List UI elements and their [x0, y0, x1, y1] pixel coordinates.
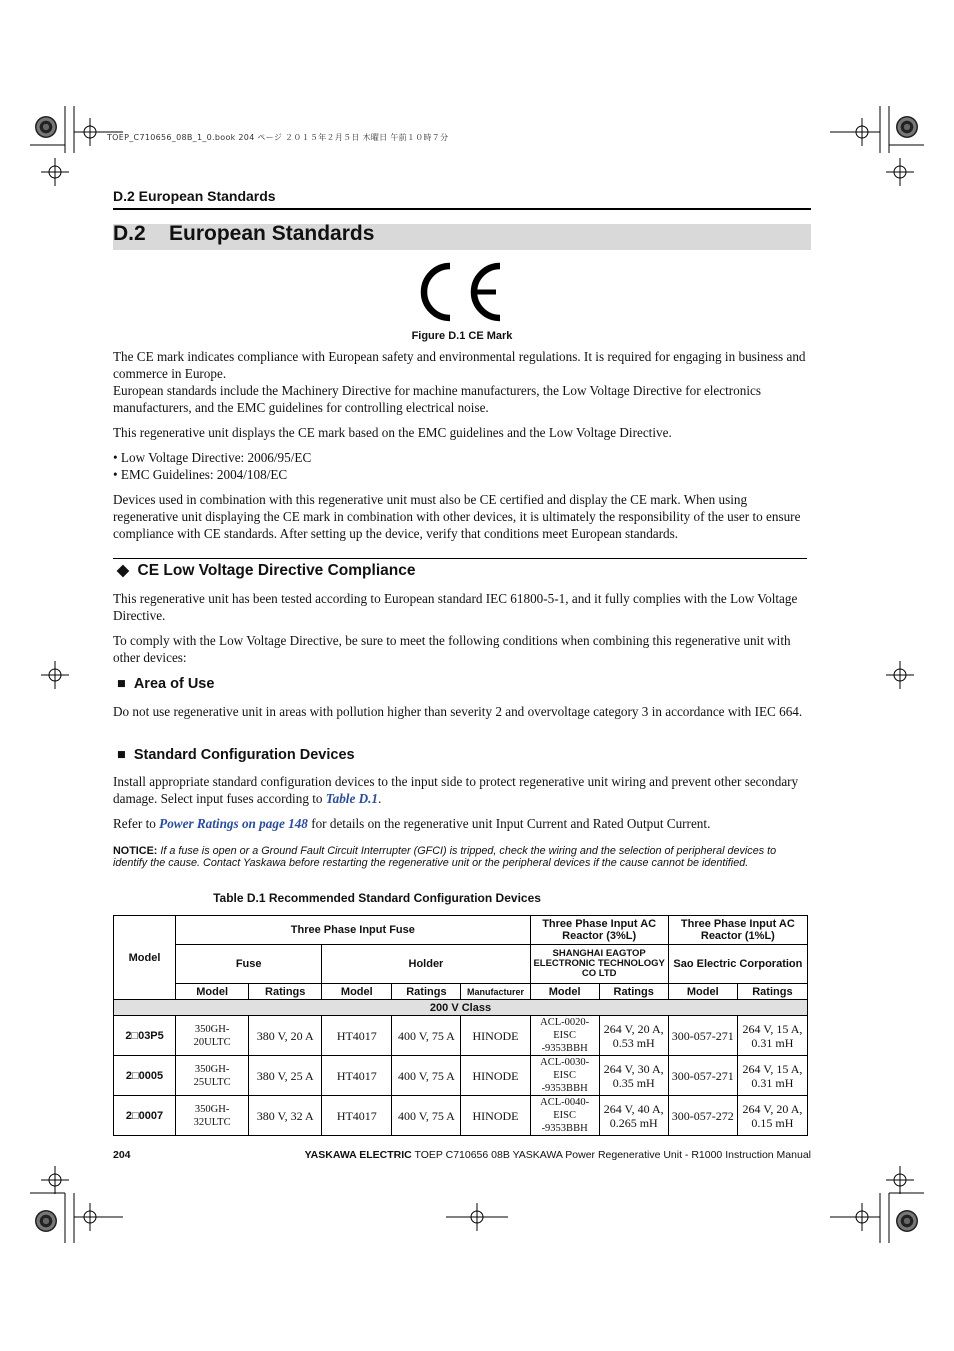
reactor3-rating: [599, 1056, 668, 1096]
square-bullet-icon: ■: [117, 676, 126, 692]
lvd-paragraph-2: To comply with the Low Voltage Directive, be sure to meet the following conditions when combining this regenerative unit with other devices:: [113, 633, 791, 665]
fuse-rating: 380 V, 25 A: [249, 1056, 322, 1096]
bullet-item: • Low Voltage Directive: 2006/95/EC: [113, 450, 312, 465]
holder-model: HT4017: [322, 1016, 392, 1056]
subheader: Model: [322, 984, 392, 1000]
holder-model: HT4017: [322, 1056, 392, 1096]
reactor3-rating: [599, 1016, 668, 1056]
subheader: Ratings: [737, 984, 807, 1000]
header-holder: Holder: [322, 945, 530, 984]
table-row: [114, 1016, 808, 1056]
reactor1-rating-line: 264 V, 20 A,: [742, 1101, 803, 1116]
header-sao-electric: Sao Electric Corporation: [668, 945, 807, 984]
holder-manufacturer: HINODE: [461, 1056, 530, 1096]
area-of-use-heading: ■ Area of Use: [117, 676, 215, 692]
reactor1-model: 300-057-271: [668, 1056, 737, 1096]
subheader: Model: [530, 984, 599, 1000]
subheader: Manufacturer: [461, 984, 530, 1000]
reactor3-model-line: ACL-0020-EISC: [540, 1017, 590, 1041]
diamond-icon: ◆: [117, 562, 129, 579]
notice-label: NOTICE:: [113, 845, 158, 857]
subheader: Model: [176, 984, 249, 1000]
table-row: [114, 1056, 808, 1096]
table-caption: Table D.1 Recommended Standard Configuration Devices: [213, 891, 541, 905]
reactor1-rating: [737, 1096, 807, 1136]
holder-rating: 400 V, 75 A: [392, 1016, 461, 1056]
reactor3-rating: [599, 1096, 668, 1136]
notice-block: NOTICE: If a fuse is open or a Ground Fault Circuit Interrupter (GFCI) is tripped, check the wiring and the selection of peripheral devices to identify the cause. Contact Yaskawa before restarting the regenerative unit or the peripheral devices if the cause cannot be identified.: [113, 845, 777, 869]
subheader: Ratings: [599, 984, 668, 1000]
reactor3-rating-line: 0.265 mH: [609, 1115, 658, 1130]
holder-rating: 400 V, 75 A: [392, 1096, 461, 1136]
row-model: 2□0005: [114, 1056, 176, 1096]
reactor1-rating-line: 264 V, 15 A,: [742, 1021, 803, 1036]
fuse-rating: 380 V, 32 A: [249, 1096, 322, 1136]
reactor1-model: 300-057-271: [668, 1016, 737, 1056]
area-paragraph: Do not use regenerative unit in areas with pollution higher than severity 2 and overvoltage category 3 in accordance with IEC 664.: [113, 704, 803, 719]
reactor1-rating: [737, 1056, 807, 1096]
std-paragraph-2: Refer to Power Ratings on page 148 for details on the regenerative unit Input Current and Rated Output Current.: [113, 816, 711, 831]
ce-mark-logo: [420, 262, 504, 322]
reactor3-model-line: ACL-0040-EISC: [540, 1097, 590, 1121]
file-header: TOEP_C710656_08B_1_0.book 204 ページ ２０１５年２月５日 木曜日 午前１０時７分: [107, 133, 449, 142]
subheader: Model: [668, 984, 737, 1000]
intro-paragraph-1: The CE mark indicates compliance with European safety and environmental regulations. It is required for engaging in business and commerce in Europe.: [113, 349, 806, 381]
holder-manufacturer: HINODE: [461, 1016, 530, 1056]
color-registration-mark: [35, 1210, 57, 1232]
table-row: [114, 1096, 808, 1136]
voltage-class-row: 200 V Class: [114, 1000, 808, 1016]
subheader: Ratings: [392, 984, 461, 1000]
subheader: Ratings: [249, 984, 322, 1000]
color-registration-mark: [896, 1210, 918, 1232]
reactor3-rating-line: 264 V, 30 A,: [603, 1061, 664, 1076]
figure-caption: Figure D.1 CE Mark: [411, 330, 513, 342]
bullet-item: • EMC Guidelines: 2004/108/EC: [113, 467, 288, 482]
header-reactor-1: Three Phase Input AC Reactor (1%L): [668, 916, 807, 945]
holder-manufacturer: HINODE: [461, 1096, 530, 1136]
reactor3-model: [530, 1056, 599, 1096]
reactor3-model: [530, 1016, 599, 1056]
table-d1-link[interactable]: Table D.1: [325, 791, 379, 806]
reactor1-model: 300-057-272: [668, 1096, 737, 1136]
row-model: 2□0007: [114, 1096, 176, 1136]
reactor1-rating-line: 264 V, 15 A,: [742, 1061, 803, 1076]
running-head: D.2 European Standards: [113, 188, 276, 204]
reactor1-rating-line: 0.31 mH: [751, 1075, 794, 1090]
square-bullet-icon: ■: [117, 747, 126, 763]
holder-model: HT4017: [322, 1096, 392, 1136]
power-ratings-link[interactable]: Power Ratings on page 148: [159, 816, 308, 831]
fuse-model: 350GH-25ULTC: [176, 1056, 249, 1096]
reactor3-rating-line: 264 V, 40 A,: [603, 1101, 664, 1116]
color-registration-mark: [35, 116, 57, 138]
fuse-rating: 380 V, 20 A: [249, 1016, 322, 1056]
lvd-paragraph-1: This regenerative unit has been tested according to European standard IEC 61800-5-1, and it fully complies with the Low Voltage Directive.: [113, 591, 798, 623]
footer-text: YASKAWA ELECTRIC TOEP C710656 08B YASKAWA Power Regenerative Unit - R1000 Instruction Manual: [304, 1149, 811, 1161]
reactor1-rating-line: 0.31 mH: [751, 1035, 794, 1050]
holder-rating: 400 V, 75 A: [392, 1056, 461, 1096]
color-registration-mark: [896, 116, 918, 138]
header-model: Model: [114, 916, 176, 1000]
recommended-devices-table: [113, 915, 808, 1136]
header-shanghai-eagtop: SHANGHAI EAGTOP ELECTRONIC TECHNOLOGY CO LTD: [530, 945, 668, 984]
header-fuse: Fuse: [176, 945, 322, 984]
fuse-model: 350GH-20ULTC: [176, 1016, 249, 1056]
section-title: D.2 European Standards: [113, 222, 375, 245]
intro-paragraph-3: This regenerative unit displays the CE mark based on the EMC guidelines and the Low Voltage Directive.: [113, 425, 672, 440]
page-number: 204: [113, 1149, 131, 1161]
reactor3-rating-line: 264 V, 20 A,: [603, 1021, 664, 1036]
row-model: 2□03P5: [114, 1016, 176, 1056]
header-reactor-3: Three Phase Input AC Reactor (3%L): [530, 916, 668, 945]
header-fuse-group: Three Phase Input Fuse: [176, 916, 531, 945]
subsection-rule: [113, 558, 807, 559]
reactor1-rating-line: 0.15 mH: [751, 1115, 794, 1130]
reactor3-model-line: ACL-0030-EISC: [540, 1057, 590, 1081]
fuse-model: 350GH-32ULTC: [176, 1096, 249, 1136]
header-rule: [113, 208, 811, 210]
reactor3-rating-line: 0.35 mH: [612, 1075, 655, 1090]
standard-config-heading: ■ Standard Configuration Devices: [117, 747, 355, 763]
reactor1-rating: [737, 1016, 807, 1056]
reactor3-rating-line: 0.53 mH: [612, 1035, 655, 1050]
intro-paragraph-4: Devices used in combination with this regenerative unit must also be CE certified and display the CE mark. When using regenerative unit displaying the CE mark in combination with other devices, it is ultimately the responsibility of the user to ensure compliance with CE standards. After setting up the device, verify that conditions meet European standards.: [113, 492, 801, 541]
reactor3-model-line: -9353BBH: [541, 1083, 588, 1094]
reactor3-model-line: -9353BBH: [541, 1123, 588, 1134]
subsection-heading: ◆ CE Low Voltage Directive Compliance: [117, 562, 416, 579]
intro-paragraph-2: European standards include the Machinery Directive for machine manufacturers, the Low Voltage Directive for electronics manufacturers, and the EMC guidelines for controlling electrical noise.: [113, 383, 762, 415]
reactor3-model-line: -9353BBH: [541, 1043, 588, 1054]
std-paragraph-1: Install appropriate standard configuration devices to the input side to protect regenerative unit wiring and prevent other secondary damage. Select input fuses according to Table D.1.: [113, 774, 799, 806]
reactor3-model: [530, 1096, 599, 1136]
